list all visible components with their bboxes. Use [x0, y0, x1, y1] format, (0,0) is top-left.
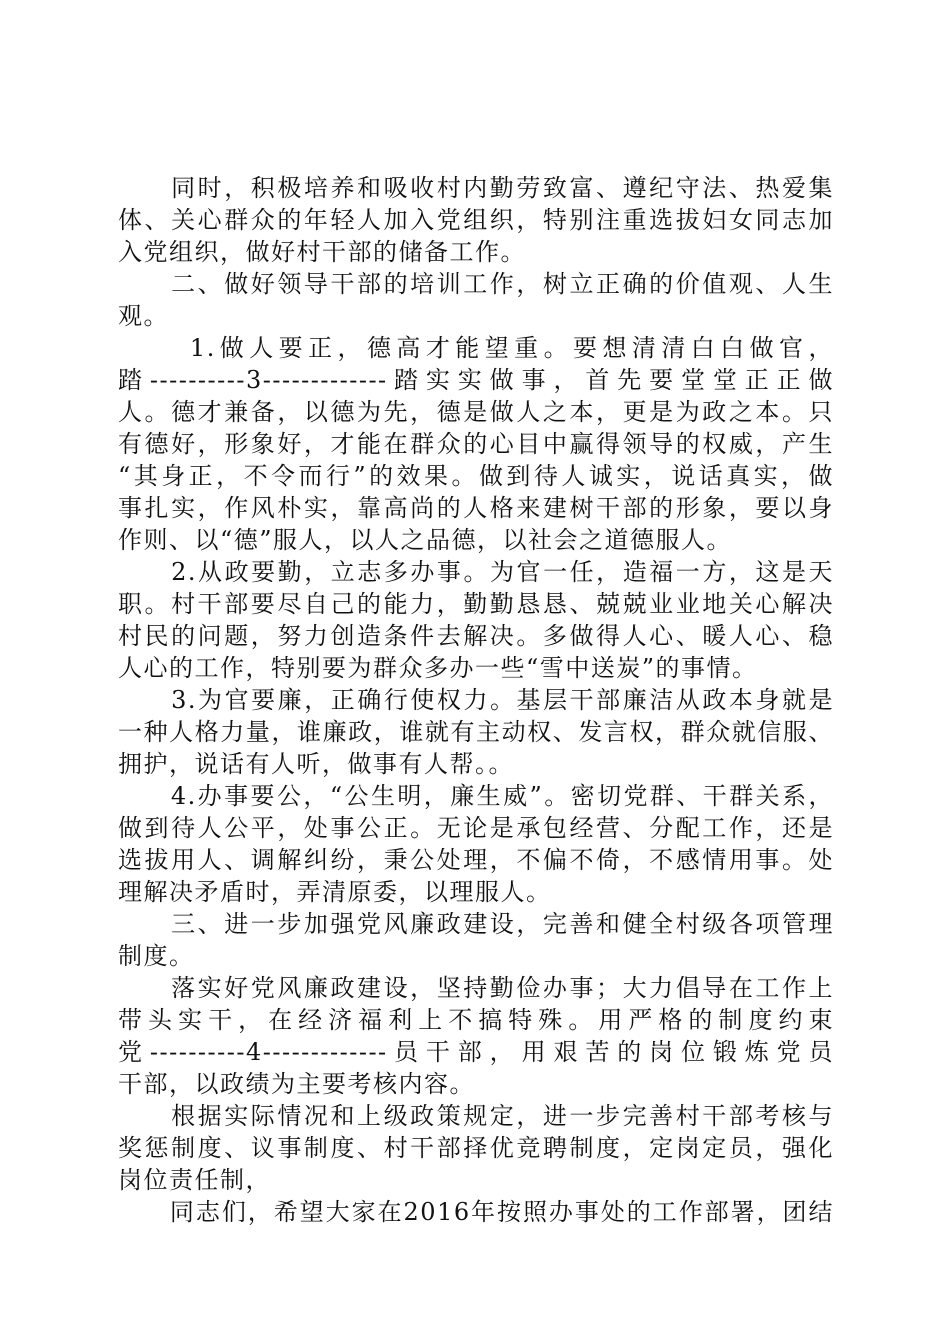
text-line: 观。: [118, 302, 169, 330]
text-line: 入党组织，做好村干部的储备工作。: [118, 238, 526, 266]
text-line: 岗位责任制，: [118, 1166, 271, 1194]
text-line: 有德好，形象好，才能在群众的心目中赢得领导的权威，产生: [118, 430, 834, 458]
text-line: 3.为官要廉，正确行使权力。基层干部廉洁从政本身就是: [118, 686, 834, 714]
text-line: 落实好党风廉政建设，坚持勤俭办事；大力倡导在工作上: [118, 974, 834, 1002]
text-line: 人心的工作，特别要为群众多办一些“雪中送炭”的事情。: [118, 654, 758, 682]
text-line: 做到待人公平，处事公正。无论是承包经营、分配工作，还是: [118, 814, 834, 842]
text-line: 党----------4-------------员干部，用艰苦的岗位锻炼党员: [118, 1038, 834, 1066]
text-line: 干部，以政绩为主要考核内容。: [118, 1070, 475, 1098]
body-text: [118, 172, 834, 1228]
text-line: 1.做人要正，德高才能望重。要想清清白白做官，: [118, 334, 834, 362]
text-line: 事扎实，作风朴实，靠高尚的人格来建树干部的形象，要以身: [118, 494, 834, 522]
text-line: 制度。: [118, 942, 195, 970]
text-line: “其身正，不令而行”的效果。做到待人诚实，说话真实，做: [118, 462, 834, 490]
text-line: 同时，积极培养和吸收村内勤劳致富、遵纪守法、热爱集: [118, 174, 834, 202]
text-line: 拥护，说话有人听，做事有人帮。。: [118, 750, 514, 778]
text-line: 2.从政要勤，立志多办事。为官一任，造福一方，这是天: [118, 558, 834, 586]
text-line: 职。村干部要尽自己的能力，勤勤恳恳、兢兢业业地关心解决: [118, 590, 834, 618]
text-line: 二、做好领导干部的培训工作，树立正确的价值观、人生: [118, 270, 834, 298]
text-line: 带头实干，在经济福利上不搞特殊。用严格的制度约束: [118, 1006, 834, 1034]
text-line: 踏----------3-------------踏实实做事，首先要堂堂正正做: [118, 366, 834, 394]
text-line: 根据实际情况和上级政策规定，进一步完善村干部考核与: [118, 1102, 834, 1130]
text-line: 三、进一步加强党风廉政建设，完善和健全村级各项管理: [118, 910, 834, 938]
text-line: 作则、以“德”服人，以人之品德，以社会之道德服人。: [118, 526, 733, 554]
text-line: 选拔用人、调解纠纷，秉公处理，不偏不倚，不感情用事。处: [118, 846, 834, 874]
text-line: 人。德才兼备，以德为先，德是做人之本，更是为政之本。只: [118, 398, 834, 426]
text-line: 4.办事要公，“公生明，廉生威”。密切党群、干群关系，: [118, 782, 834, 810]
text-line: 体、关心群众的年轻人加入党组织，特别注重选拔妇女同志加: [118, 206, 834, 234]
text-line: 同志们，希望大家在2016年按照办事处的工作部署，团结: [118, 1198, 834, 1226]
text-line: 理解决矛盾时，弄清原委，以理服人。: [118, 878, 552, 906]
text-line: 奖惩制度、议事制度、村干部择优竞聘制度，定岗定员，强化: [118, 1134, 834, 1162]
text-line: 村民的问题，努力创造条件去解决。多做得人心、暖人心、稳: [118, 622, 834, 650]
text-line: 一种人格力量，谁廉政，谁就有主动权、发言权，群众就信服、: [118, 718, 834, 746]
